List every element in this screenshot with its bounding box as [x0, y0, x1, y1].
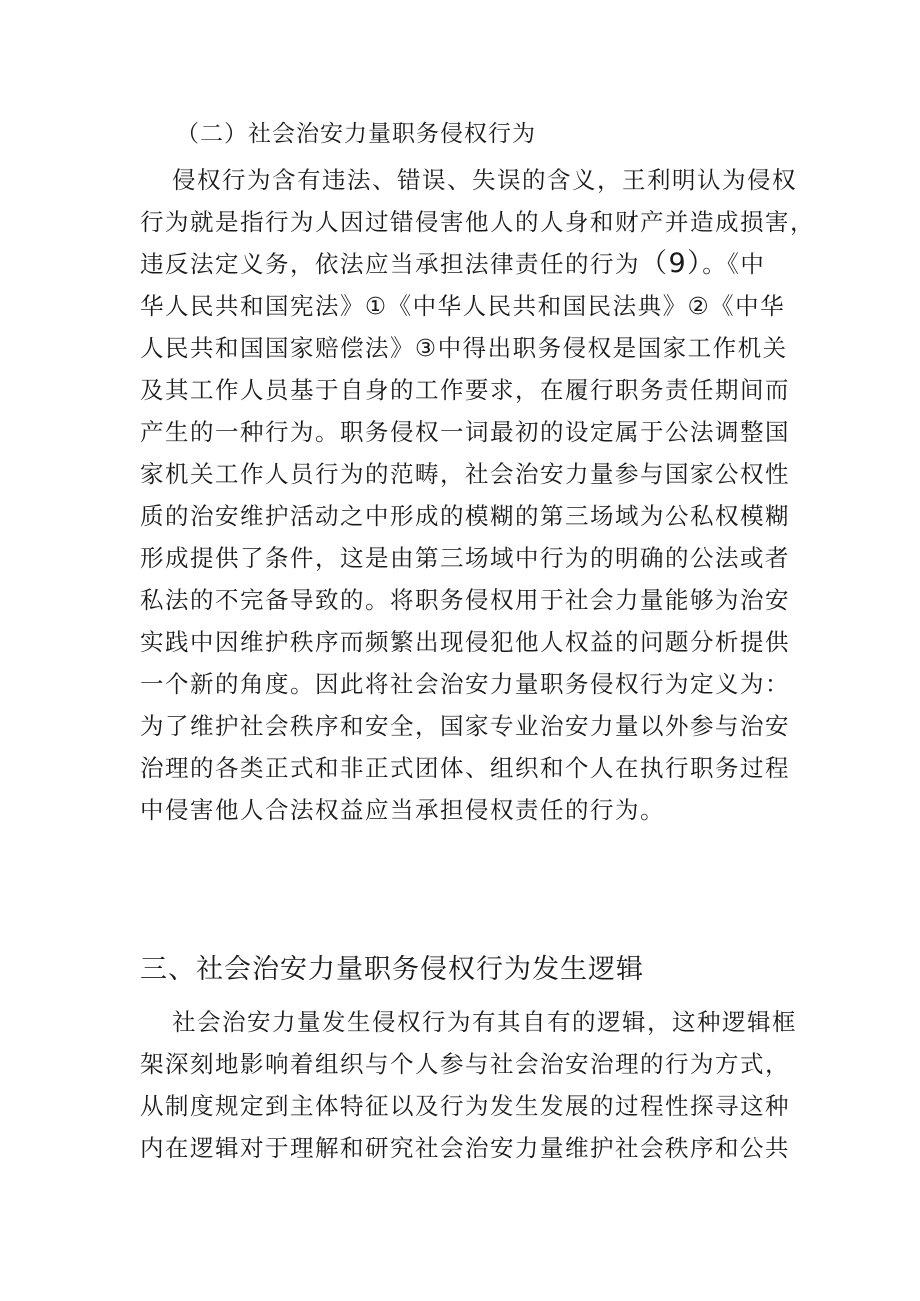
citation-reference: （9）	[640, 248, 703, 279]
paragraph-1	[140, 159, 815, 831]
paragraph-line: 及其工作人员基于自身的工作要求，在履行职务责任期间而	[140, 376, 790, 404]
paragraph-line: 治理的各类正式和非正式团体、组织和个人在执行职务过程	[140, 754, 790, 782]
paragraph-line-with-citation	[140, 243, 800, 285]
paragraph-line: 私法的不完备导致的。将职务侵权用于社会力量能够为治安	[140, 586, 790, 614]
paragraph-2	[140, 1001, 800, 1169]
paragraph-line: 社会治安力量发生侵权行为有其自有的逻辑，这种逻辑框	[172, 1008, 797, 1036]
paragraph-line: 一个新的角度。因此将社会治安力量职务侵权行为定义为：	[140, 670, 790, 698]
paragraph-line: 从制度规定到主体特征以及行为发生发展的过程性探寻这种	[140, 1092, 790, 1120]
section-subheading: （二）社会治安力量职务侵权行为	[176, 121, 536, 147]
paragraph-line: 形成提供了条件，这是由第三场域中行为的明确的公法或者	[140, 544, 790, 572]
paragraph-line: 人民共和国国家赔偿法》③中得出职务侵权是国家工作机关	[140, 334, 788, 362]
paragraph-line: 华人民共和国宪法》①《中华人民共和国民法典》②《中华	[140, 292, 786, 320]
paragraph-line: 质的治安维护活动之中形成的模糊的第三场域为公私权模糊	[140, 502, 790, 530]
paragraph-line: 行为就是指行为人因过错侵害他人的人身和财产并造成损害，	[140, 208, 815, 236]
section-heading: 三、社会治安力量职务侵权行为发生逻辑	[140, 954, 644, 985]
paragraph-line: 侵权行为含有违法、错误、失误的含义，王利明认为侵权	[172, 166, 797, 194]
paragraph-line: 内在逻辑对于理解和研究社会治安力量维护社会秩序和公共	[140, 1134, 790, 1162]
paragraph-line-text: 违反法定义务，依法应当承担法律责任的行为	[140, 250, 640, 278]
paragraph-line: 产生的一种行为。职务侵权一词最初的设定属于公法调整国	[140, 418, 790, 446]
paragraph-line: 家机关工作人员行为的范畴，社会治安力量参与国家公权性	[140, 460, 790, 488]
paragraph-line: 架深刻地影响着组织与个人参与社会治安治理的行为方式，	[140, 1050, 790, 1078]
paragraph-line: 中侵害他人合法权益应当承担侵权责任的行为。	[140, 796, 665, 824]
paragraph-line: 为了维护社会秩序和安全，国家专业治安力量以外参与治安	[140, 712, 790, 740]
paragraph-line: 实践中因维护秩序而频繁出现侵犯他人权益的问题分析提供	[140, 628, 790, 656]
paragraph-line-text: 。《中	[702, 250, 766, 278]
